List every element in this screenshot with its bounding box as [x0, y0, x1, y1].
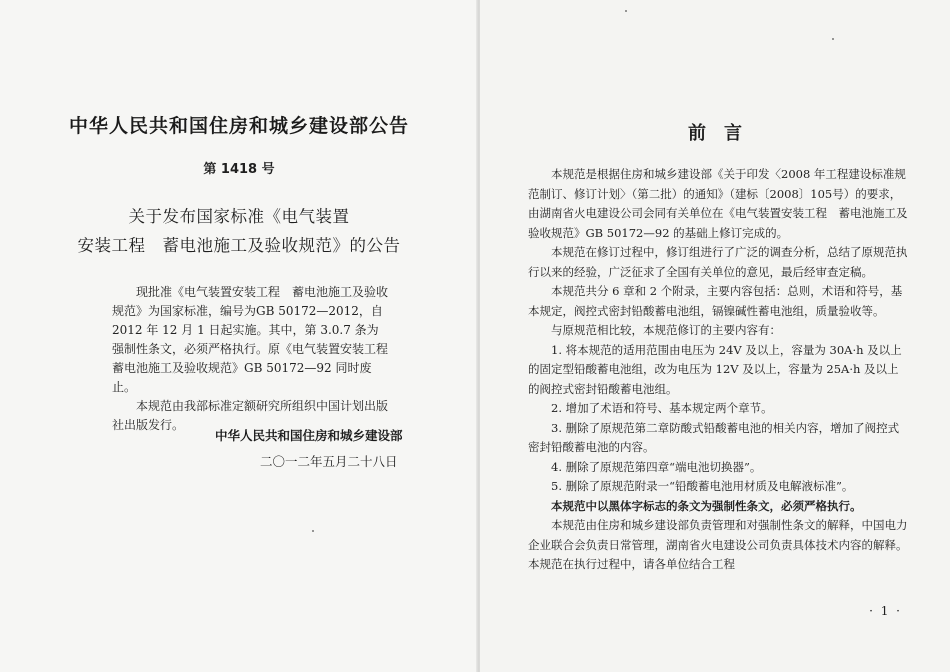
preface-list-item: 4. 删除了原规范第四章“端电池切换器”。 [551, 459, 762, 474]
preface-body [528, 165, 908, 575]
announcement-paragraph-2: 本规范由我部标准定额研究所组织中国计划出版社出版发行。 [112, 399, 389, 432]
preface-paragraph: 本规范共分 6 章和 2 个附录，主要内容包括：总则，术语和符号，基本规定，阀控式密封铅酸蓄电池组，镉镍碱性蓄电池组，质量验收等。 [528, 284, 903, 318]
preface-paragraph: 本规范中以黑体字标志的条文为强制性条文，必须严格执行。 [551, 498, 862, 513]
right-page [480, 0, 950, 672]
preface-list-item: 3. 删除了原规范第二章防酸式铅酸蓄电池的相关内容，增加了阀控式密封铅酸蓄电池的内容。 [528, 420, 900, 454]
preface-list-item: 5. 删除了原规范附录一“铅酸蓄电池用材质及电解液标准”。 [551, 479, 854, 493]
scan-speck [832, 38, 834, 40]
preface-title: 前 言 [688, 123, 742, 144]
announcement-number: 第 1418 号 [203, 162, 275, 177]
announcement-body [112, 283, 401, 435]
preface-paragraph: 本规范在修订过程中，修订组进行了广泛的调查分析，总结了原规范执行以来的经验，广泛征求了全国有关单位的意见，最后经审查定稿。 [528, 245, 908, 279]
announcement-paragraph-1: 现批准《电气装置安装工程 蓄电池施工及验收规范》为国家标准，编号为GB 50172—2012，自 2012 年 12 月 1 日起实施。其中，第 3.0.7 条为强制性条文，必须严格执行。原《电气装置安装工程 蓄电池施工及验收规范》GB 50172—92 同时废止。 [112, 285, 401, 394]
preface-paragraph: 本规范是根据住房和城乡建设部《关于印发〈2008 年工程建设标准规范制订、修订计划〉（第二批）的通知》（建标〔2008〕105号）的要求，由湖南省火电建设公司会同有关单位在《电气装置安装工程 蓄电池施工及验收规范》GB 50172—92 的基础上修订完成的。 [528, 167, 908, 240]
scan-speck [625, 10, 627, 12]
headline-line-2: 安装工程 蓄电池施工及验收规范》的公告 [77, 236, 401, 255]
page-number: · 1 · [869, 604, 902, 618]
preface-paragraph: 本规范由住房和城乡建设部负责管理和对强制性条文的解释，中国电力企业联合会负责日常管理，湖南省火电建设公司负责具体技术内容的解释。本规范在执行过程中，请各单位结合工程 [528, 518, 908, 571]
announcement-title: 中华人民共和国住房和城乡建设部公告 [68, 115, 409, 137]
signature-date: 二〇一二年五月二十八日 [260, 454, 398, 469]
preface-list-item: 1. 将本规范的适用范围由电压为 24V 及以上，容量为 30A·h 及以上的固定型铅酸蓄电池组，改为电压为 12V 及以上，容量为 25A·h 及以上的阀控式密封铅酸蓄电池组。 [528, 342, 902, 396]
scan-speck [312, 530, 314, 532]
preface-list-item: 2. 增加了术语和符号、基本规定两个章节。 [551, 401, 773, 415]
headline-line-1: 关于发布国家标准《电气装置 [128, 207, 350, 226]
signature-organization: 中华人民共和国住房和城乡建设部 [215, 428, 403, 443]
preface-paragraph: 与原规范相比较，本规范修订的主要内容有： [551, 323, 781, 337]
